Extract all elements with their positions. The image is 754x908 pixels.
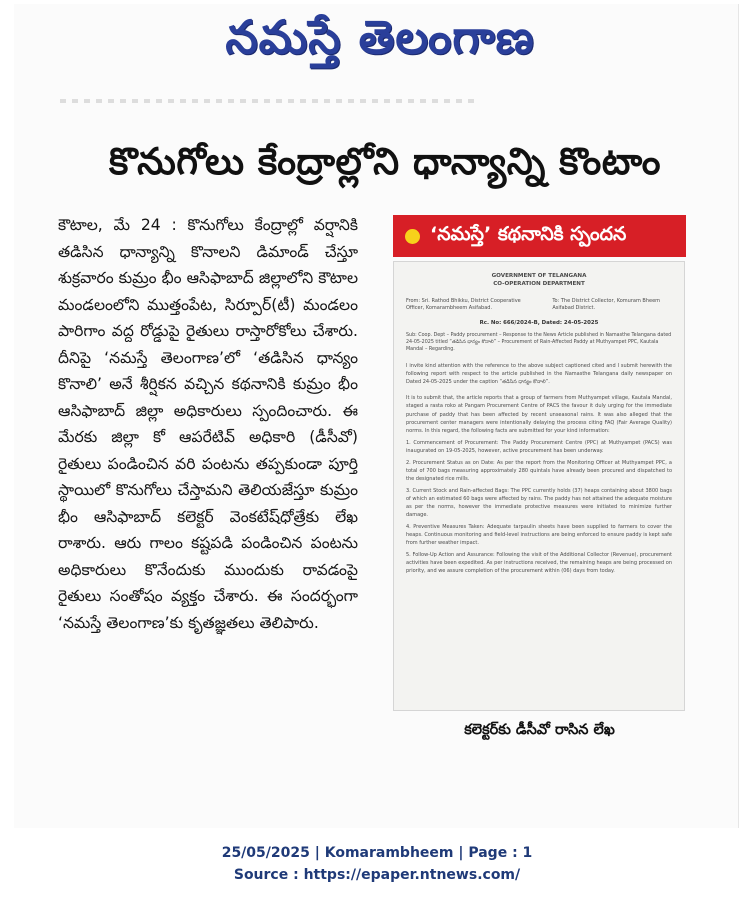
response-banner-label: ‘నమస్తే’ కథనానికి స్పందన — [430, 222, 627, 245]
footer-date-line: 25/05/2025 | Komarambheem | Page : 1 — [221, 845, 533, 861]
letter-intro: I invite kind attention with the reference to the above subject captioned cited and I submit herewith the following report with respect to the article published in the Namasthe Telangana daily newspaper on Dated 24-05-2025 under the caption “తడిసిన ధాన్యం కొనాలి”. — [406, 362, 672, 386]
letter-item: 5. Follow-Up Action and Assurance: Following the visit of the Additional Collector (Revenue), procurement activities have been expedited. As per instructions received, the remaining heaps are being processed on priority, and we assure completion of the procurement within (06) days from today. — [406, 552, 672, 575]
letter-gov-line1: GOVERNMENT OF TELANGANA — [491, 273, 587, 279]
letter-para: It is to submit that, the article reports that a group of farmers from Muthyampet village, Kautala Mandal, staged a rasta roko at Pangam Procurement Centre of PACS the favour it duly urging for the immediate purchase of paddy that has been affected by recent unseasonal rains. It was also alleged that the procurement center managers were intentionally delaying the process citing FAQ (Fair Average Quality) norms. In this regard, the following facts are submitted for your kind information: — [406, 395, 672, 435]
article-body: కౌటాల, మే 24 : కొనుగోలు కేంద్రాల్లో వర్షానికి తడిసిన ధాన్యాన్ని కొనాలని డిమాండ్ చేస్తూ శుక్రవారం కుమ్రం భీం ఆసిఫాబాద్ జిల్లాలోని కౌటాల మండలంలోని ముత్తంపేట, సిర్పూర్(టీ) మండలం పారిగాం వద్ద రోడ్డుపై రైతులు రాస్తారోకోలు చేశారు. దీనిపై ‘నమస్తే తెలంగాణ’లో ‘తడిసిన ధాన్యం కొనాలి’ అనే శీర్షికన వచ్చిన కథనానికి కుమ్రం భీం ఆసిఫాబాద్ జిల్లా అధికారులు స్పందించారు. ఈ మేరకు జిల్లా కో ఆపరేటివ్ అధికారి (డీసీవో) రైతులు పండించిన వరి పంటను తప్పకుండా పూర్తి స్థాయిలో కొనుగోలు చేస్తామని తెలియజేస్తూ కుమ్రం భీం ఆసిఫాబాద్ కలెక్టర్ వెంకటేష్‌ధోత్రేకు లేఖ రాశారు. ఆరు గాలం కష్టపడి పండించిన పంటను అధికారులు కొనేందుకు ముందుకు రావడంపై రైతులు సంతోషం వ్యక్తం చేశారు. ఈ సందర్భంగా ‘నమస్తే తెలంగాణ’కు కృతజ్ఞతలు తెలిపారు. — [58, 216, 358, 632]
divider — [60, 99, 480, 103]
letter-item: 4. Preventive Measures Taken: Adequate tarpaulin sheets have been supplied to farmers to cover the heaps. Continuous monitoring and field-level instructions are being enforced to ensure paddy is kept safe from further weather impact. — [406, 524, 672, 547]
page-footer — [0, 842, 754, 890]
letter-item: 1. Commencement of Procurement: The Paddy Procurement Centre (PPC) at Muthyampet (PACS) was inaugurated on 19-05-2025, however, active procurement has been underway. — [406, 440, 672, 455]
letter-image — [393, 261, 685, 711]
letter-item: 2. Procurement Status as on Date: As per the report from the Monitoring Officer at Muthyampet PPC, a total of 700 bags measuring approximately 280 quintals have already been procured and dispatched to the designated rice mills. — [406, 460, 672, 483]
letter-subject: Sub: Coop. Dept – Paddy procurement – Response to the News Article published in Namasthe Telangana dated 24-05-2025 titled “తడిసిన ధాన్యం కొనాలి” – Procurement of Rain-Affected Paddy at Muthyampet PPC, Kautala Mandal – Regarding. — [406, 333, 672, 353]
response-banner — [393, 215, 686, 257]
letter-gov-line2: CO-OPERATION DEPARTMENT — [493, 281, 585, 287]
footer-source-line: Source : https://epaper.ntnews.com/ — [233, 867, 521, 883]
letter-item: 3. Current Stock and Rain-affected Bags: The PPC currently holds (37) heaps containing about 3800 bags of which an estimated 60 bags were affected by rains. The paddy has not attained the adequate moisture as per the norms, however the immediate protective measures were initiated to minimize further damage. — [406, 488, 672, 519]
letter-from: From: Sri. Rathod Bhikku, District Cooperative Officer, Komarambheem Asifabad. — [406, 298, 521, 311]
newspaper-masthead: నమస్తే తెలంగాణ — [225, 10, 535, 64]
article-headline: కొనుగోలు కేంద్రాల్లోని ధాన్యాన్ని కొంటాం — [108, 140, 662, 183]
letter-ref-no: Rc. No: 666/2024-B, Dated: 24-05-2025 — [479, 320, 599, 326]
letter-to: To: The District Collector, Komuram Bheem Asifabad District. — [552, 298, 661, 311]
letter-caption: కలెక్టర్‌కు డీసీవో రాసిన లేఖ — [464, 722, 615, 738]
bullet-dot-icon — [405, 229, 420, 244]
